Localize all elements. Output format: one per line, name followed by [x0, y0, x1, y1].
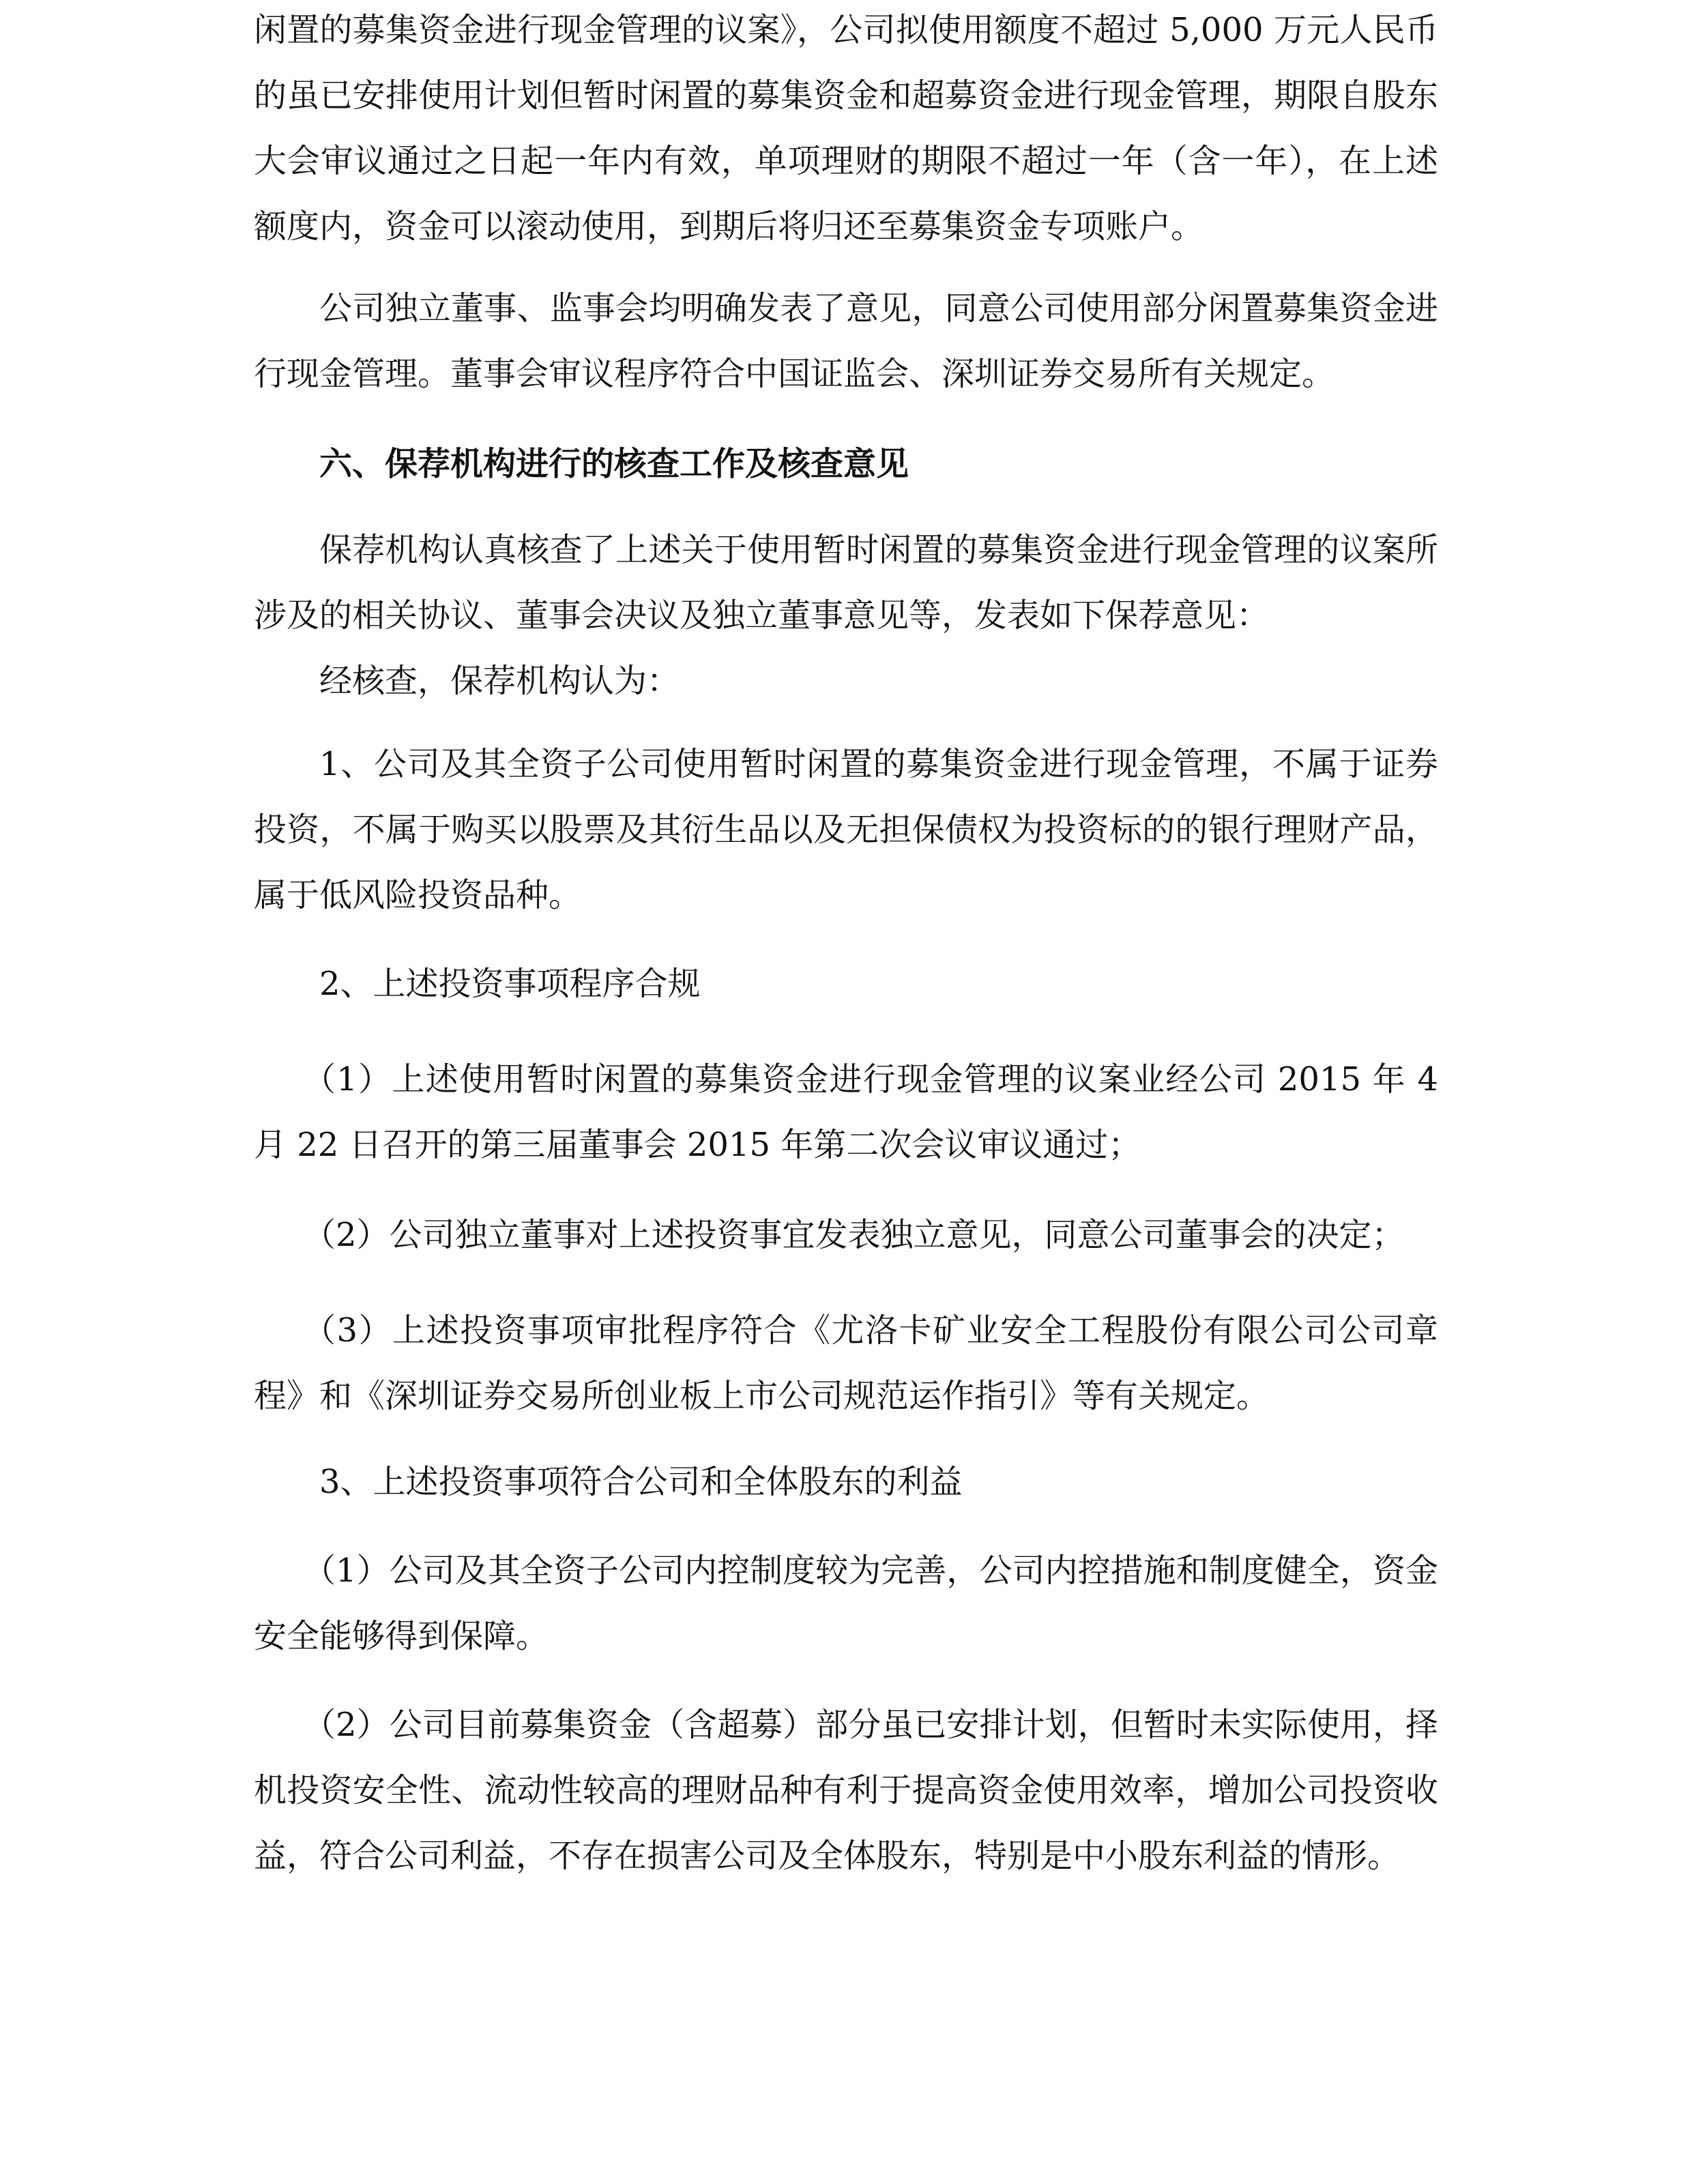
list-item-2-2: （2）公司独立董事对上述投资事宜发表独立意见，同意公司董事会的决定；: [303, 1216, 1405, 1254]
paragraph-review: 保荐机构认真核查了上述关于使用暂时闲置的募集资金进行现金管理的议案所涉及的相关协议、董事会决议及独立董事意见等，发表如下保荐意见：: [254, 531, 1438, 635]
paragraph-intro: 闲置的募集资金进行现金管理的议案》，公司拟使用额度不超过 5,000 万元人民币的虽已安排使用计划但暂时闲置的募集资金和超募资金进行现金管理，期限自股东大会审议通过之日起一年内有效，单项理财的期限不超过一年（含一年），在上述额度内，资金可以滚动使用，到期后将归还至募集资金专项账户。: [254, 11, 1438, 246]
list-item-3-2: （2）公司目前募集资金（含超募）部分虽已安排计划，但暂时未实际使用，择机投资安全性、流动性较高的理财品种有利于提高资金使用效率，增加公司投资收益，符合公司利益，不存在损害公司及全体股东，特别是中小股东利益的情形。: [254, 1706, 1438, 1875]
list-item-2-3: （3）上述投资事项审批程序符合《尤洛卡矿业安全工程股份有限公司公司章程》和《深圳证券交易所创业板上市公司规范运作指引》等有关规定。: [254, 1311, 1438, 1415]
paragraph-conclusion-intro: 经核查，保荐机构认为：: [319, 662, 680, 700]
section-heading: 六、保荐机构进行的核查工作及核查意见: [319, 445, 909, 483]
list-item-3-1: （1）公司及其全资子公司内控制度较为完善，公司内控措施和制度健全，资金安全能够得到保障。: [254, 1552, 1438, 1655]
list-item-1: 1、公司及其全资子公司使用暂时闲置的募集资金进行现金管理，不属于证券投资，不属于购买以股票及其衍生品以及无担保债权为投资标的的银行理财产品，属于低风险投资品种。: [254, 745, 1438, 914]
list-item-3: 3、上述投资事项符合公司和全体股东的利益: [319, 1463, 963, 1501]
list-item-2-1: （1）上述使用暂时闲置的募集资金进行现金管理的议案业经公司 2015 年 4 月 22 日召开的第三届董事会 2015 年第二次会议审议通过；: [254, 1060, 1438, 1164]
list-item-2: 2、上述投资事项程序合规: [319, 965, 701, 1003]
paragraph-independent-opinion: 公司独立董事、监事会均明确发表了意见，同意公司使用部分闲置募集资金进行现金管理。董事会审议程序符合中国证监会、深圳证券交易所有关规定。: [254, 289, 1438, 393]
